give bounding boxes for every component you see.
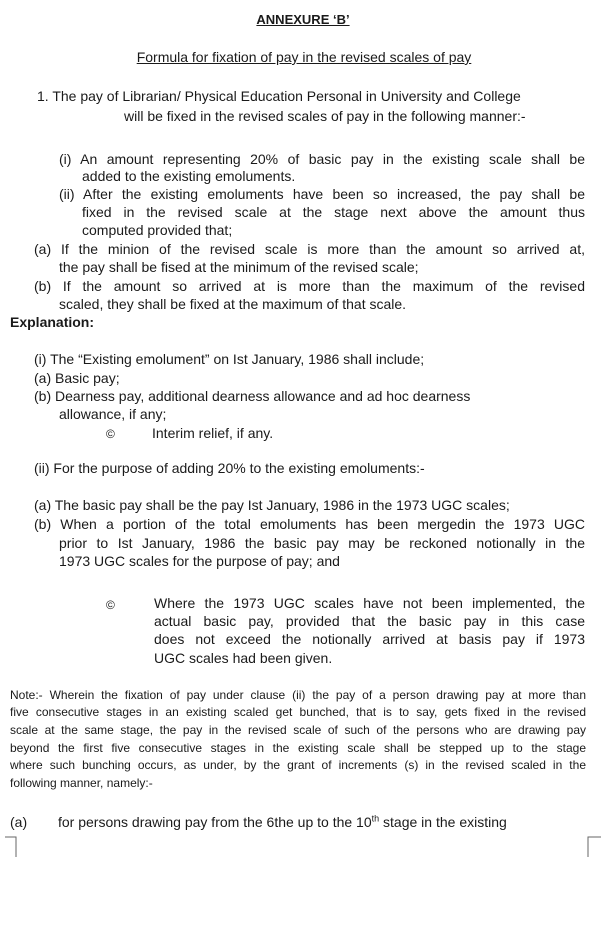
explanation-ii-b-line3: 1973 UGC scales for the purpose of pay; and (59, 553, 340, 569)
note-line1: Note:- Wherein the fixation of pay under clause (ii) the pay of a person drawing pay at more than (10, 688, 586, 702)
explanation-c-text: Interim relief, if any. (152, 425, 274, 441)
explanation-heading: Explanation: (10, 314, 95, 330)
rule-ii-line3: computed provided that; (82, 222, 233, 238)
note-line5: where such bunching occurs, as under, by the grant of increments (s) in the revised scaled in the (10, 758, 586, 772)
crop-mark-right (586, 836, 602, 858)
rule-i-line2: added to the existing emoluments. (82, 168, 296, 184)
rule-ii-line2: fixed in the revised scale at the stage next above the amount thus (82, 204, 585, 220)
rule-b-line1: (b) If the amount so arrived at is more than the maximum of the revised (34, 278, 585, 294)
explanation-i: (i) The “Existing emolument” on Ist January, 1986 shall include; (34, 351, 425, 367)
explanation-ii-a: (a) The basic pay shall be the pay Ist January, 1986 in the 1973 UGC scales; (34, 497, 510, 513)
final-item-text-before: for persons drawing pay from the 6the up to the 10 (58, 814, 372, 830)
rule-a-line2: the pay shall be fised at the minimum of the revised scale; (59, 259, 419, 275)
explanation-b-line1: (b) Dearness pay, additional dearness allowance and ad hoc dearness (34, 388, 471, 404)
final-item-text-after: stage in the existing (379, 814, 507, 830)
final-item-marker: (a) (10, 814, 28, 830)
note-line2: five consecutive stages in an existing scaled get bunched, that is to say, gets fixed in the revised (10, 705, 586, 719)
note-line6: following manner, namely:- (10, 776, 153, 790)
explanation-ii-b-line2: prior to Ist January, 1986 the basic pay may be reckoned notionally in the (59, 535, 585, 551)
explanation-b-line2: allowance, if any; (59, 406, 167, 422)
rule-b-line2: scaled, they shall be fixed at the maximum of that scale. (59, 296, 407, 312)
explanation-ii: (ii) For the purpose of adding 20% to the existing emoluments:- (34, 460, 425, 476)
explanation-ii-c-line3: does not exceed the notionally arrived at basis pay if 1973 (154, 631, 585, 647)
rule-ii-line1: (ii) After the existing emoluments have been so increased, the pay shall be (59, 186, 585, 202)
note-line4: beyond the first five consecutive stages in the existing scale shall be stepped up to the stage (10, 741, 586, 755)
explanation-a: (a) Basic pay; (34, 370, 120, 386)
explanation-ii-c-line2: actual basic pay, provided that the basic pay in this case (154, 613, 585, 629)
para1-line1: 1. The pay of Librarian/ Physical Education Personal in University and College (37, 88, 521, 104)
final-item-text (58, 814, 507, 831)
explanation-ii-b-line1: (b) When a portion of the total emoluments has been mergedin the 1973 UGC (34, 516, 585, 532)
explanation-ii-c-mark: © (106, 598, 115, 612)
final-item-superscript: th (371, 813, 380, 824)
rule-a-line1: (a) If the minion of the revised scale is more than the amount so arrived at, (34, 241, 585, 257)
crop-mark-left (4, 836, 18, 858)
explanation-ii-c-line4: UGC scales had been given. (154, 650, 333, 666)
explanation-ii-c-line1: Where the 1973 UGC scales have not been implemented, the (154, 595, 585, 611)
document-subtitle: Formula for fixation of pay in the revised scales of pay (136, 49, 472, 65)
explanation-c-mark: © (106, 427, 115, 441)
para1-line2: will be fixed in the revised scales of pay in the following manner:- (124, 108, 526, 124)
note-line3: scale at the same stage, the pay in the revised scale of such of the persons who are drawing pay (10, 723, 586, 737)
rule-i-line1: (i) An amount representing 20% of basic pay in the existing scale shall be (59, 151, 585, 167)
annexure-title: ANNEXURE ‘B’ (256, 12, 350, 27)
